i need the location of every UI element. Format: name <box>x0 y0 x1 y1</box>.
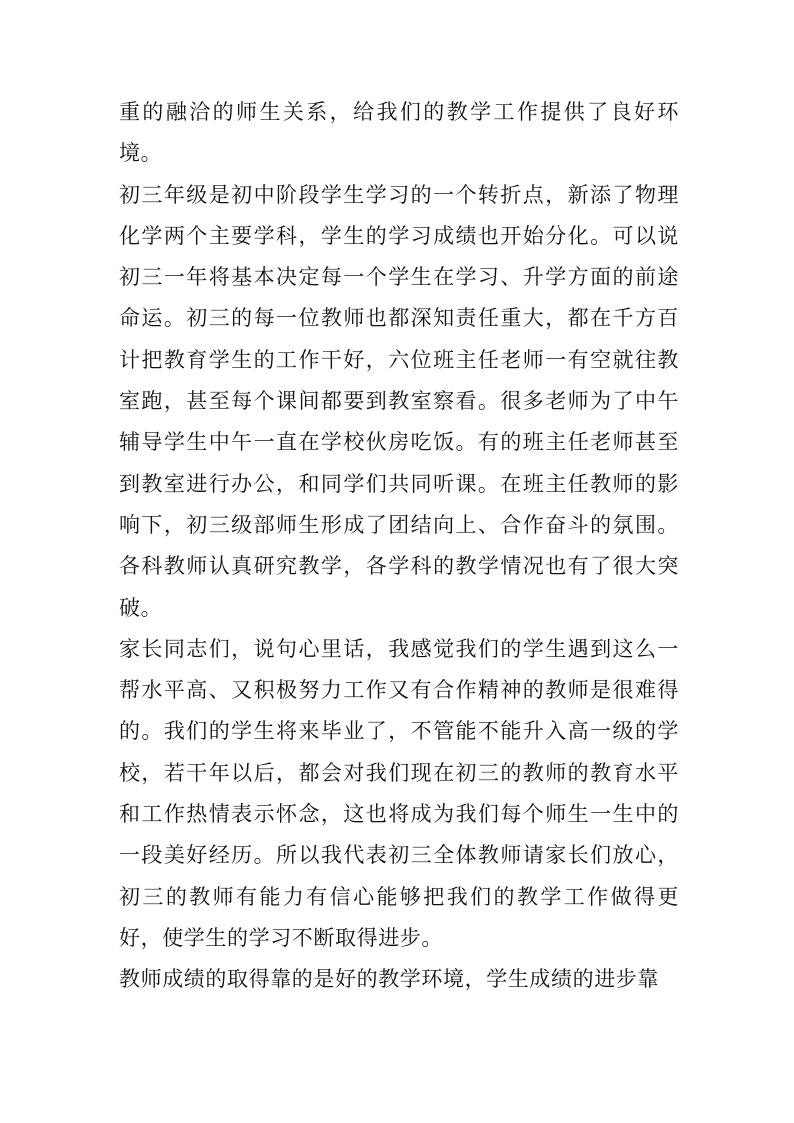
paragraph-1: 重的融洽的师生关系，给我们的教学工作提供了良好环境。 <box>119 100 679 166</box>
document-body <box>119 92 679 1001</box>
paragraph-4: 教师成绩的取得靠的是好的教学环境，学生成绩的进步靠 <box>119 967 659 992</box>
paragraph-2: 初三年级是初中阶段学生学习的一个转折点，新添了物理化学两个主要学科，学生的学习成绩也开始分化。可以说初三一年将基本决定每一个学生在学习、升学方面的前途命运。初三的每一位教师也都深知责任重大，都在千方百计把教育学生的工作干好，六位班主任老师一有空就往教室跑，甚至每个课间都要到教室察看。很多老师为了中午辅导学生中午一直在学校伙房吃饭。有的班主任老师甚至到教室进行办公，和同学们共同听课。在班主任教师的影响下，初三级部师生形成了团结向上、合作奋斗的氛围。各科教师认真研究教学，各学科的教学情况也有了很大突破。 <box>119 182 679 620</box>
paragraph-3: 家长同志们，说句心里话，我感觉我们的学生遇到这么一帮水平高、又积极努力工作又有合作精神的教师是很难得的。我们的学生将来毕业了，不管能不能升入高一级的学校，若干年以后，都会对我们现在初三的教师的教育水平和工作热情表示怀念，这也将成为我们每个师生一生中的一段美好经历。所以我代表初三全体教师请家长们放心，初三的教师有能力有信心能够把我们的教学工作做得更好，使学生的学习不断取得进步。 <box>119 636 679 950</box>
